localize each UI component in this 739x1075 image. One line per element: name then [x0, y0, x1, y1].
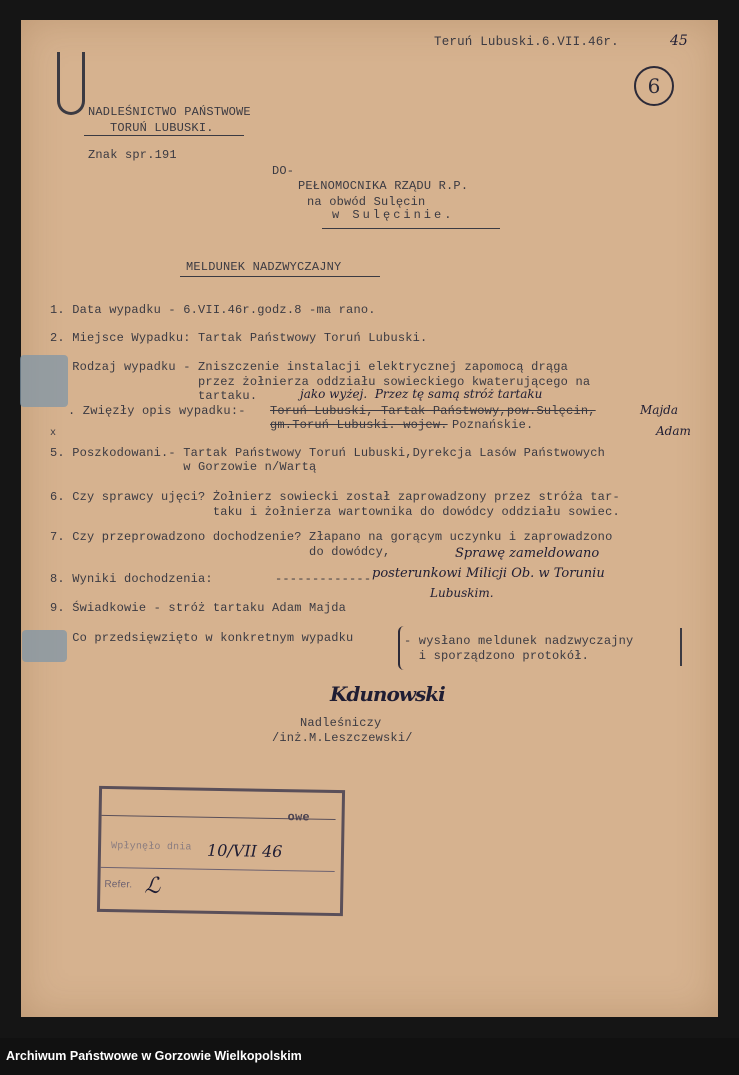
item-5-line-a: 5. Poszkodowani.- Tartak Państwowy Toruń Lubuski,Dyrekcja Lasów Państwowych	[50, 446, 606, 460]
handwritten-number: 45	[670, 33, 688, 49]
document-title: MELDUNEK NADZWYCZAJNY	[186, 260, 342, 274]
stamp-divider-2	[101, 867, 335, 872]
stamp-received-label: Wpłynęło dnia	[110, 841, 192, 854]
item-8: 8. Wyniki dochodzenia:	[50, 572, 213, 586]
recipient-do: DO-	[272, 164, 295, 178]
sender-underline	[84, 135, 244, 136]
item-2: 2. Miejsce Wypadku: Tartak Państwowy Toruń Lubuski.	[50, 331, 428, 345]
handwriting-item-7-b: posterunkowi Milicji Ob. w Toruniu	[372, 566, 605, 581]
item-3-line-b: przez żołnierza oddziału sowieckiego kwaterującego na	[50, 375, 591, 389]
item-10-answer-b: i sporządzono protokół.	[404, 649, 590, 663]
signatory-name: /inż.M.Leszczewski/	[272, 731, 413, 745]
stamp-refer-label: Refer.	[104, 878, 133, 891]
item-7-line-b: do dowódcy,	[50, 545, 391, 559]
handwriting-item-3: jako wyżej. Przez tę samą stróż tartaku	[300, 387, 543, 401]
item-3-line-a: Rodzaj wypadku - Zniszczenie instalacji elektrycznej zapomocą drąga	[50, 360, 569, 374]
signatory-role: Nadleśniczy	[300, 716, 382, 730]
title-underline	[180, 276, 380, 277]
reference-number: Znak spr.191	[88, 148, 177, 162]
archive-footer	[0, 1038, 739, 1075]
receipt-stamp	[97, 786, 345, 916]
handwriting-item-7-a: Sprawę zameldowano	[455, 546, 600, 561]
sender-line-1: NADLEŚNICTWO PAŃSTWOWE	[88, 105, 251, 119]
item-9: 9. Świadkowie - stróż tartaku Adam Majda	[50, 601, 347, 615]
paperclip-mark	[57, 52, 85, 115]
item-8-blank: -------------	[275, 572, 372, 586]
item-5-line-b: w Gorzowie n/Wartą	[50, 460, 317, 474]
item-10-answer-a: - wysłano meldunek nadzwyczajny	[404, 634, 634, 648]
item-6-line-a: 6. Czy sprawcy ujęci? Żołnierz sowiecki został zaprowadzony przez stróża tar-	[50, 490, 620, 504]
stamp-date: 10/VII 46	[206, 840, 283, 862]
handwriting-item-4-a: Majda	[640, 403, 678, 417]
sender-line-2: TORUŃ LUBUSKI.	[110, 121, 214, 135]
archive-name: Archiwum Państwowe w Gorzowie Wielkopolskim	[6, 1049, 302, 1063]
item-6-line-b: taku i żołnierza wartownika do dowódcy oddziału sowiec.	[50, 505, 620, 519]
place-date: Teruń Lubuski.6.VII.46r.	[434, 35, 619, 49]
item-7-line-a: 7. Czy przeprowadzono dochodzenie? Złapano na gorącym uczynku i zaprowadzono	[50, 530, 613, 544]
recipient-line-3: w Sulęcinie.	[332, 208, 455, 222]
handwriting-item-7-c: Lubuskim.	[430, 586, 494, 600]
item-10: Co przedsięwzięto w konkretnym wypadku	[50, 631, 354, 645]
answer-close-line	[680, 628, 682, 666]
item-1: 1. Data wypadku - 6.VII.46r.godz.8 -ma rano.	[50, 303, 376, 317]
item-4-struck-a: Toruń Lubuski, Tartak Państwowy,pow.Sulęcin,	[270, 404, 596, 418]
recipient-underline	[322, 228, 500, 229]
stamp-refer-mark: ℒ	[144, 873, 161, 899]
signature: Kdunowski	[330, 682, 445, 706]
handwriting-item-4-b: Adam	[656, 424, 691, 438]
recipient-line-1: PEŁNOMOCNIKA RZĄDU R.P.	[298, 179, 469, 193]
item-4-struck-b: gm.Toruń Lubuski. wojew.	[270, 418, 448, 432]
item-4-label: . Zwięzły opis wypadku:-	[68, 404, 246, 418]
recipient-line-2: na obwód Sulęcin	[307, 195, 426, 209]
item-4-voivodeship: Poznańskie.	[452, 418, 534, 432]
stamp-top-right: owe	[287, 810, 310, 825]
item-3-line-c: tartaku.	[50, 389, 258, 403]
answer-bracket	[398, 626, 408, 670]
x-mark: x	[50, 428, 57, 439]
circled-number: 6	[634, 66, 674, 106]
